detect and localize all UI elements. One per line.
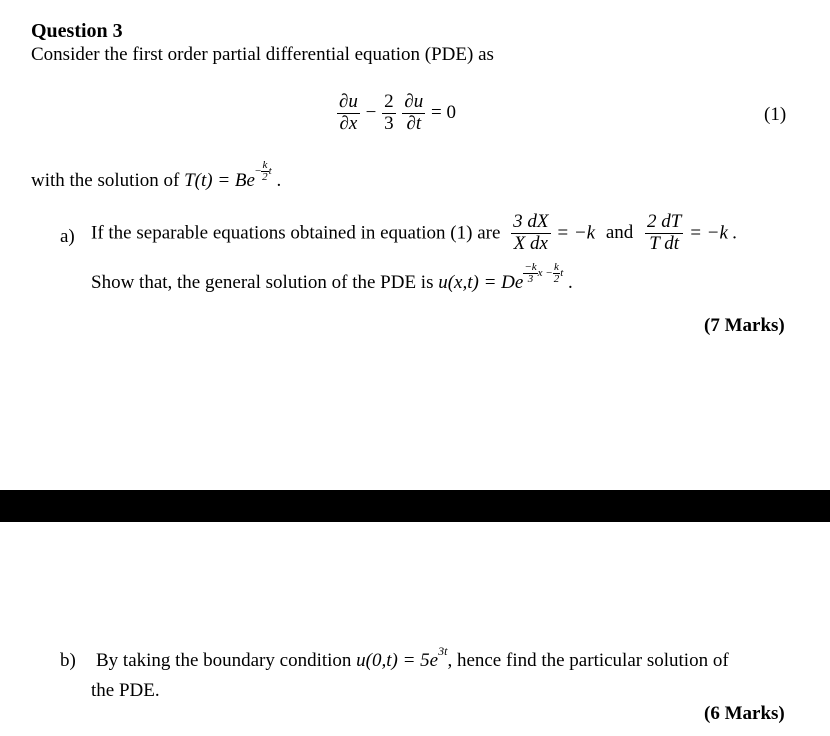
solution-line — [31, 158, 282, 195]
part-a-marks: (7 Marks) — [704, 315, 785, 336]
general-solution-line — [91, 260, 573, 297]
redaction-bar — [0, 490, 830, 522]
solution-exponent: − k 2 t — [254, 158, 272, 183]
part-b-text: By taking the boundary condition — [96, 650, 352, 671]
solution-lhs: T(t) = Be — [184, 170, 255, 191]
show-text: Show that, the general solution of the PDE is — [91, 272, 434, 293]
general-exponent: −k 3 x − k 2 t — [524, 260, 564, 285]
equation-rhs: = 0 — [431, 101, 456, 123]
separable-eq-x: $\frac{3 dX}{\text{X dx}}$ — [513, 211, 549, 254]
part-b-statement — [96, 644, 729, 672]
part-b-text-after: , hence find the particular solution of — [447, 650, 729, 671]
question-title: Question 3 — [31, 20, 123, 42]
boundary-condition: u(0,t) = 5e — [356, 650, 439, 671]
question-intro: Consider the first order partial differential equation (PDE) as — [31, 44, 494, 65]
pde-equation — [336, 92, 456, 135]
part-a-text: If the separable equations obtained in equation (1) are — [91, 222, 501, 244]
equation-number: (1) — [764, 104, 787, 125]
part-b-marks: (6 Marks) — [704, 703, 785, 724]
solution-suffix: . — [276, 170, 282, 191]
du-dx-fraction: $\frac{\partial u}{\partial x}$ — [339, 91, 358, 134]
minus-sign: − — [365, 101, 377, 123]
general-suffix: . — [568, 272, 573, 293]
and-word: and — [605, 222, 634, 244]
part-a-statement — [91, 212, 737, 255]
separable-eq-t: $\frac{2 dT}{\text{T dt}}$ — [647, 211, 682, 254]
solution-prefix: with the solution of — [31, 170, 180, 191]
general-lhs: u(x,t) = De — [438, 272, 524, 293]
condition-exponent: 3t — [438, 644, 448, 658]
eq1-rhs: = −k — [556, 222, 596, 244]
part-b-line2: the PDE. — [91, 680, 160, 701]
part-a-label: a) — [60, 226, 75, 247]
part-b-label: b) — [60, 650, 76, 671]
eq2-rhs: = −k . — [689, 222, 738, 244]
coefficient-fraction: $\frac{2}{3}$ — [384, 91, 394, 134]
du-dt-fraction: $\frac{\partial u}{\partial t}$ — [404, 91, 424, 134]
